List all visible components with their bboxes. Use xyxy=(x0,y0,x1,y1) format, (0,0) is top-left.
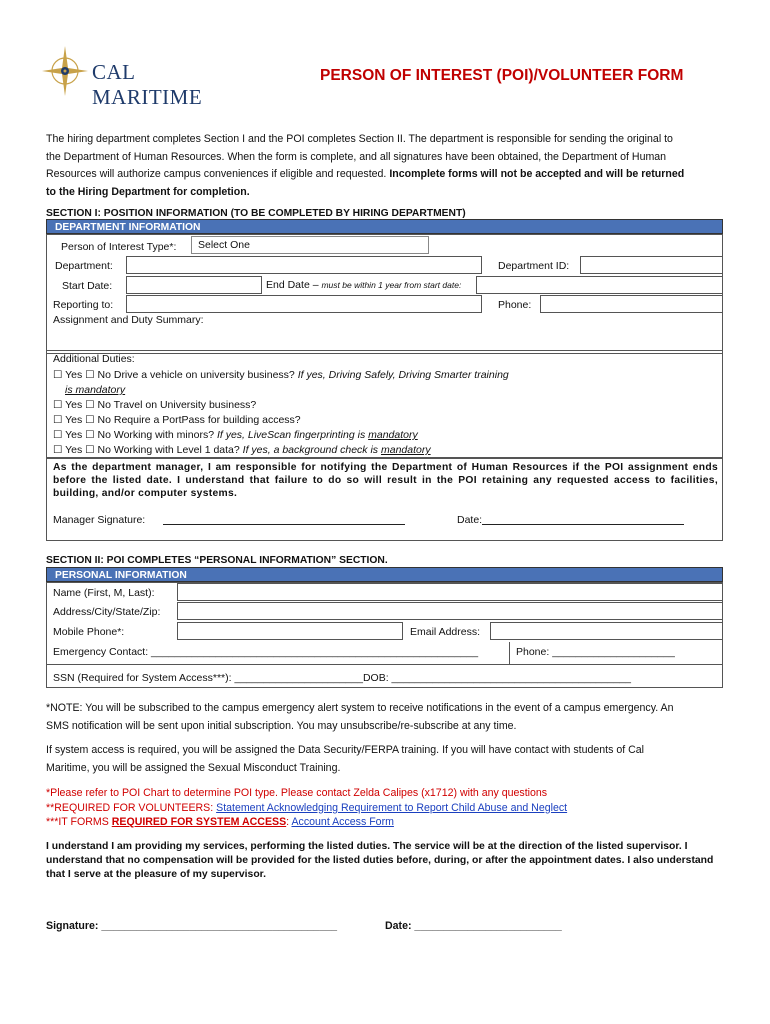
volunteer-note: **REQUIRED FOR VOLUNTEERS: Statement Acknowledging Requirement to Report Child Abuse and Neglect xyxy=(46,801,568,814)
mobile-field[interactable] xyxy=(177,622,403,640)
poi-chart-note: *Please refer to POI Chart to determine POI type. Please contact Zelda Calipes (x1712) with any questions xyxy=(46,787,548,799)
poi-type-value: Select One xyxy=(198,239,250,251)
mobile-label: Mobile Phone*: xyxy=(53,626,125,638)
poi-type-select[interactable] xyxy=(191,236,429,254)
department-info-bar: DEPARTMENT INFORMATION xyxy=(46,219,723,234)
signature-line[interactable]: Signature: ________________________________________ xyxy=(46,920,337,932)
department-field[interactable] xyxy=(126,256,482,274)
department-id-field[interactable] xyxy=(580,256,723,274)
manager-signature-label: Manager Signature: xyxy=(53,514,146,526)
compass-icon xyxy=(42,44,88,100)
duty-item[interactable]: ☐ Yes ☐ No Working with minors? If yes, LiveScan fingerprinting is mandatory xyxy=(53,429,418,441)
poi-type-label: Person of Interest Type*: xyxy=(61,241,177,253)
note-line: Maritime, you will be assigned the Sexual Misconduct Training. xyxy=(46,761,341,774)
intro-line: to the Hiring Department for completion. xyxy=(46,185,250,198)
divider xyxy=(46,664,723,665)
understanding-statement: I understand I am providing my services, performing the listed duties. The service will be at the direction of the listed supervisor. I understand that no compensation will be provided for the listed duties before, during, or after the appointment dates. I also understand that I serve at the pleasure of my supervisor. xyxy=(46,841,714,880)
it-forms-note: ***IT FORMS REQUIRED FOR SYSTEM ACCESS: Account Access Form xyxy=(46,816,394,828)
address-field[interactable] xyxy=(177,602,723,620)
training-note xyxy=(46,742,736,777)
address-label: Address/City/State/Zip: xyxy=(53,606,161,618)
email-label: Email Address: xyxy=(410,626,481,638)
reporting-label: Reporting to: xyxy=(53,299,114,311)
start-date-field[interactable] xyxy=(126,276,262,294)
divider xyxy=(509,642,510,664)
required-notes xyxy=(46,786,567,830)
manager-signature-line[interactable] xyxy=(163,524,405,525)
logo xyxy=(42,44,242,109)
intro-paragraph xyxy=(46,131,736,201)
section2-heading: SECTION II: POI COMPLETES “PERSONAL INFORMATION” SECTION. xyxy=(46,555,388,566)
emergency-contact-label[interactable]: Emergency Contact: ________________________________________________________ xyxy=(53,646,479,658)
note-line: *NOTE: You will be subscribed to the campus emergency alert system to receive notifications in the event of a campus emergency. An xyxy=(46,702,674,714)
note-line: SMS notification will be sent upon initial subscription. You may unsubscribe/re-subscribe at any time. xyxy=(46,719,517,732)
duties-list xyxy=(53,368,509,458)
duty-item[interactable]: ☐ Yes ☐ No Travel on University business? xyxy=(53,399,257,411)
alert-note xyxy=(46,700,736,735)
child-abuse-statement-link[interactable]: Statement Acknowledging Requirement to Report Child Abuse and Neglect xyxy=(216,801,568,814)
ssn-dob-label[interactable]: SSN (Required for System Access***): ______________________DOB: _________________________________________ xyxy=(53,672,631,684)
personal-info-bar: PERSONAL INFORMATION xyxy=(46,567,723,582)
reporting-field[interactable] xyxy=(126,295,482,313)
intro-line: The hiring department completes Section I and the POI completes Section II. The department is responsible for sending the original to xyxy=(46,133,673,145)
signature-date-line[interactable]: Date: _________________________ xyxy=(385,920,562,932)
duty-item-cont: is mandatory xyxy=(65,384,126,396)
account-access-form-link[interactable]: Account Access Form xyxy=(291,816,394,828)
name-field[interactable] xyxy=(177,583,723,601)
department-id-label: Department ID: xyxy=(498,260,570,272)
end-date-field[interactable] xyxy=(476,276,723,294)
duty-item[interactable]: ☐ Yes ☐ No Require a PortPass for building access? xyxy=(53,414,301,426)
section1-heading: SECTION I: POSITION INFORMATION (TO BE COMPLETED BY HIRING DEPARTMENT) xyxy=(46,208,466,219)
manager-date-label: Date: xyxy=(457,514,483,526)
assignment-label: Assignment and Duty Summary: xyxy=(53,314,204,326)
reporting-phone-field[interactable] xyxy=(540,295,723,313)
intro-line: Resources will authorize campus conveniences if eligible and requested. Incomplete forms will not be accepted and will be returned xyxy=(46,168,685,180)
phone-label: Phone: xyxy=(498,299,532,311)
duty-item[interactable]: ☐ Yes ☐ No Working with Level 1 data? If yes, a background check is mandatory xyxy=(53,444,431,456)
form-title: PERSON OF INTEREST (POI)/VOLUNTEER FORM xyxy=(320,67,684,84)
name-label: Name (First, M, Last): xyxy=(53,587,155,599)
email-field[interactable] xyxy=(490,622,723,640)
additional-duties-label: Additional Duties: xyxy=(53,353,135,365)
start-date-label: Start Date: xyxy=(62,280,113,292)
intro-line: the Department of Human Resources. When the form is complete, and all signatures have been obtained, the Department of Human xyxy=(46,150,667,163)
duty-item[interactable]: ☐ Yes ☐ No Drive a vehicle on university business? If yes, Driving Safely, Driving Smarter training xyxy=(53,369,509,381)
manager-date-line[interactable] xyxy=(482,524,684,525)
emergency-phone-label[interactable]: Phone: _____________________ xyxy=(516,646,675,658)
note-line: If system access is required, you will be assigned the Data Security/FERPA training. If you will have contact with students of Cal xyxy=(46,744,645,756)
department-label: Department: xyxy=(55,260,113,272)
end-date-label: End Date – must be within 1 year from start date: xyxy=(266,279,462,291)
manager-statement: As the department manager, I am responsible for notifying the Department of Human Resources if the POI assignment ends before the listed date. I understand that failure to do so will result in the POI retaining any requested access to facilities, building, and/or computer systems. xyxy=(53,462,718,499)
logo-text: CAL MARITIME xyxy=(92,60,203,109)
